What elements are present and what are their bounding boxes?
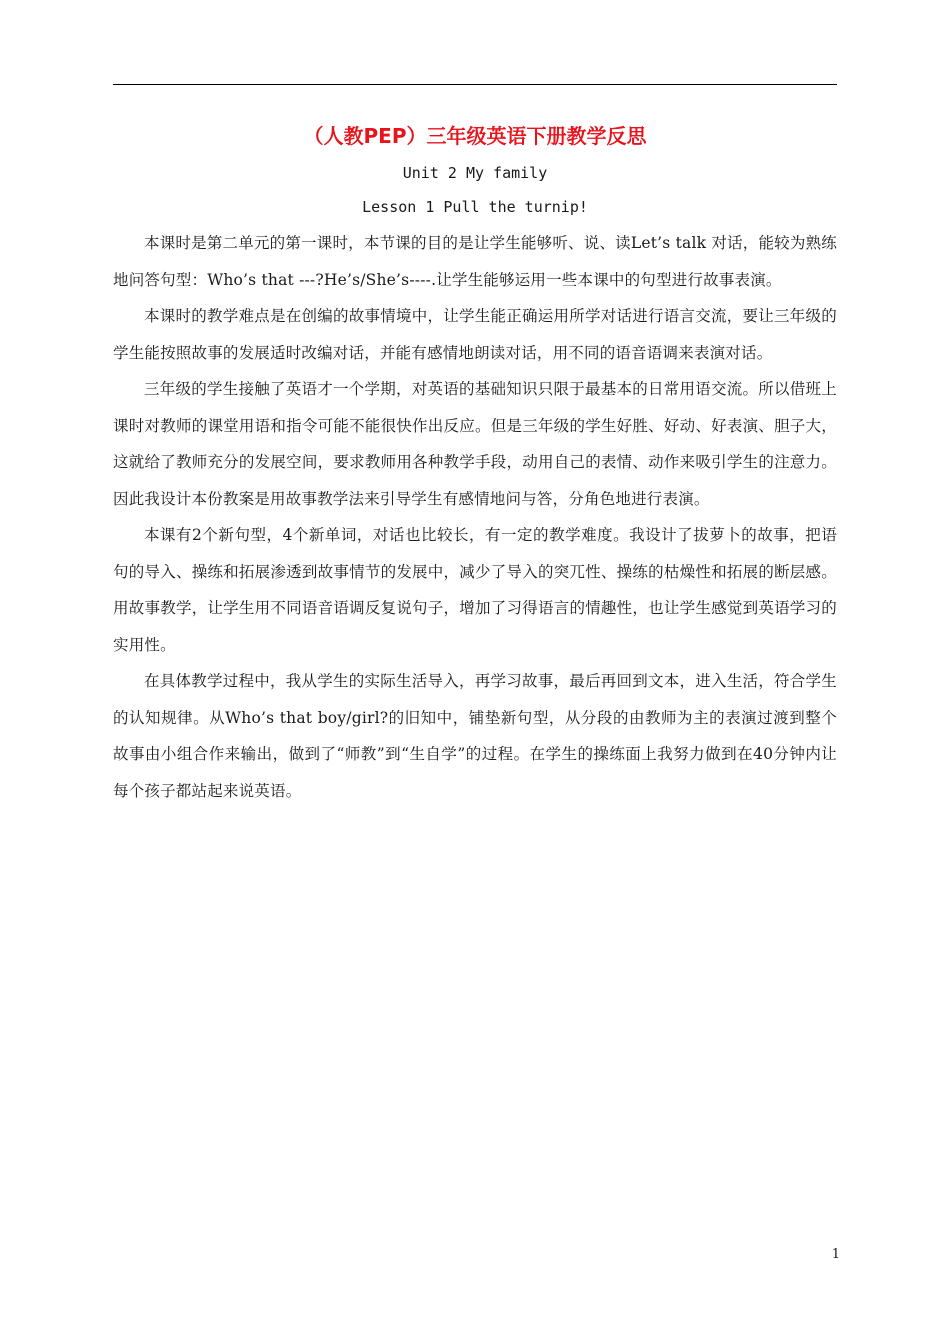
paragraph: 本课时是第二单元的第一课时，本节课的目的是让学生能够听、说、读Let’s talk 对话，能较为熟练地问答句型：Who’s that ---?He’s/She’s----.让学生能够运用一些本课中的句型进行故事表演。 (113, 234, 837, 289)
paragraph: 本课时的教学难点是在创编的故事情境中，让学生能正确运用所学对话进行语言交流，要让三年级的学生能按照故事的发展适时改编对话，并能有感情地朗读对话，用不同的语音语调来表演对话。 (113, 307, 837, 362)
page-number: 1 (831, 1247, 840, 1262)
paragraph: 本课有2个新句型，4个新单词，对话也比较长，有一定的教学难度。我设计了拔萝卜的故事，把语句的导入、操练和拓展渗透到故事情节的发展中，减少了导入的突兀性、操练的枯燥性和拓展的断层感。用故事教学，让学生用不同语音语调反复说句子，增加了习得语言的情趣性，也让学生感觉到英语学习的实用性。 (113, 526, 837, 654)
lesson-subtitle: Lesson 1 Pull the turnip! (362, 198, 588, 216)
unit-subtitle: Unit 2 My family (402, 164, 548, 182)
header-rule (113, 84, 837, 85)
document-title: （人教PEP）三年级英语下册教学反思 (303, 124, 647, 148)
body-text (113, 225, 837, 809)
paragraph: 在具体教学过程中，我从学生的实际生活导入，再学习故事，最后再回到文本，进入生活，符合学生的认知规律。从Who’s that boy/girl?的旧知中，铺垫新句型，从分段的由教师为主的表演过渡到整个故事由小组合作来输出，做到了“师教”到“生自学”的过程。在学生的操练面上我努力做到在40分钟内让每个孩子都站起来说英语。 (113, 672, 837, 800)
paragraph: 三年级的学生接触了英语才一个学期，对英语的基础知识只限于最基本的日常用语交流。所以借班上课时对教师的课堂用语和指令可能不能很快作出反应。但是三年级的学生好胜、好动、好表演、胆子大，这就给了教师充分的发展空间，要求教师用各种教学手段，动用自己的表情、动作来吸引学生的注意力。因此我设计本份教案是用故事教学法来引导学生有感情地问与答，分角色地进行表演。 (113, 380, 837, 508)
